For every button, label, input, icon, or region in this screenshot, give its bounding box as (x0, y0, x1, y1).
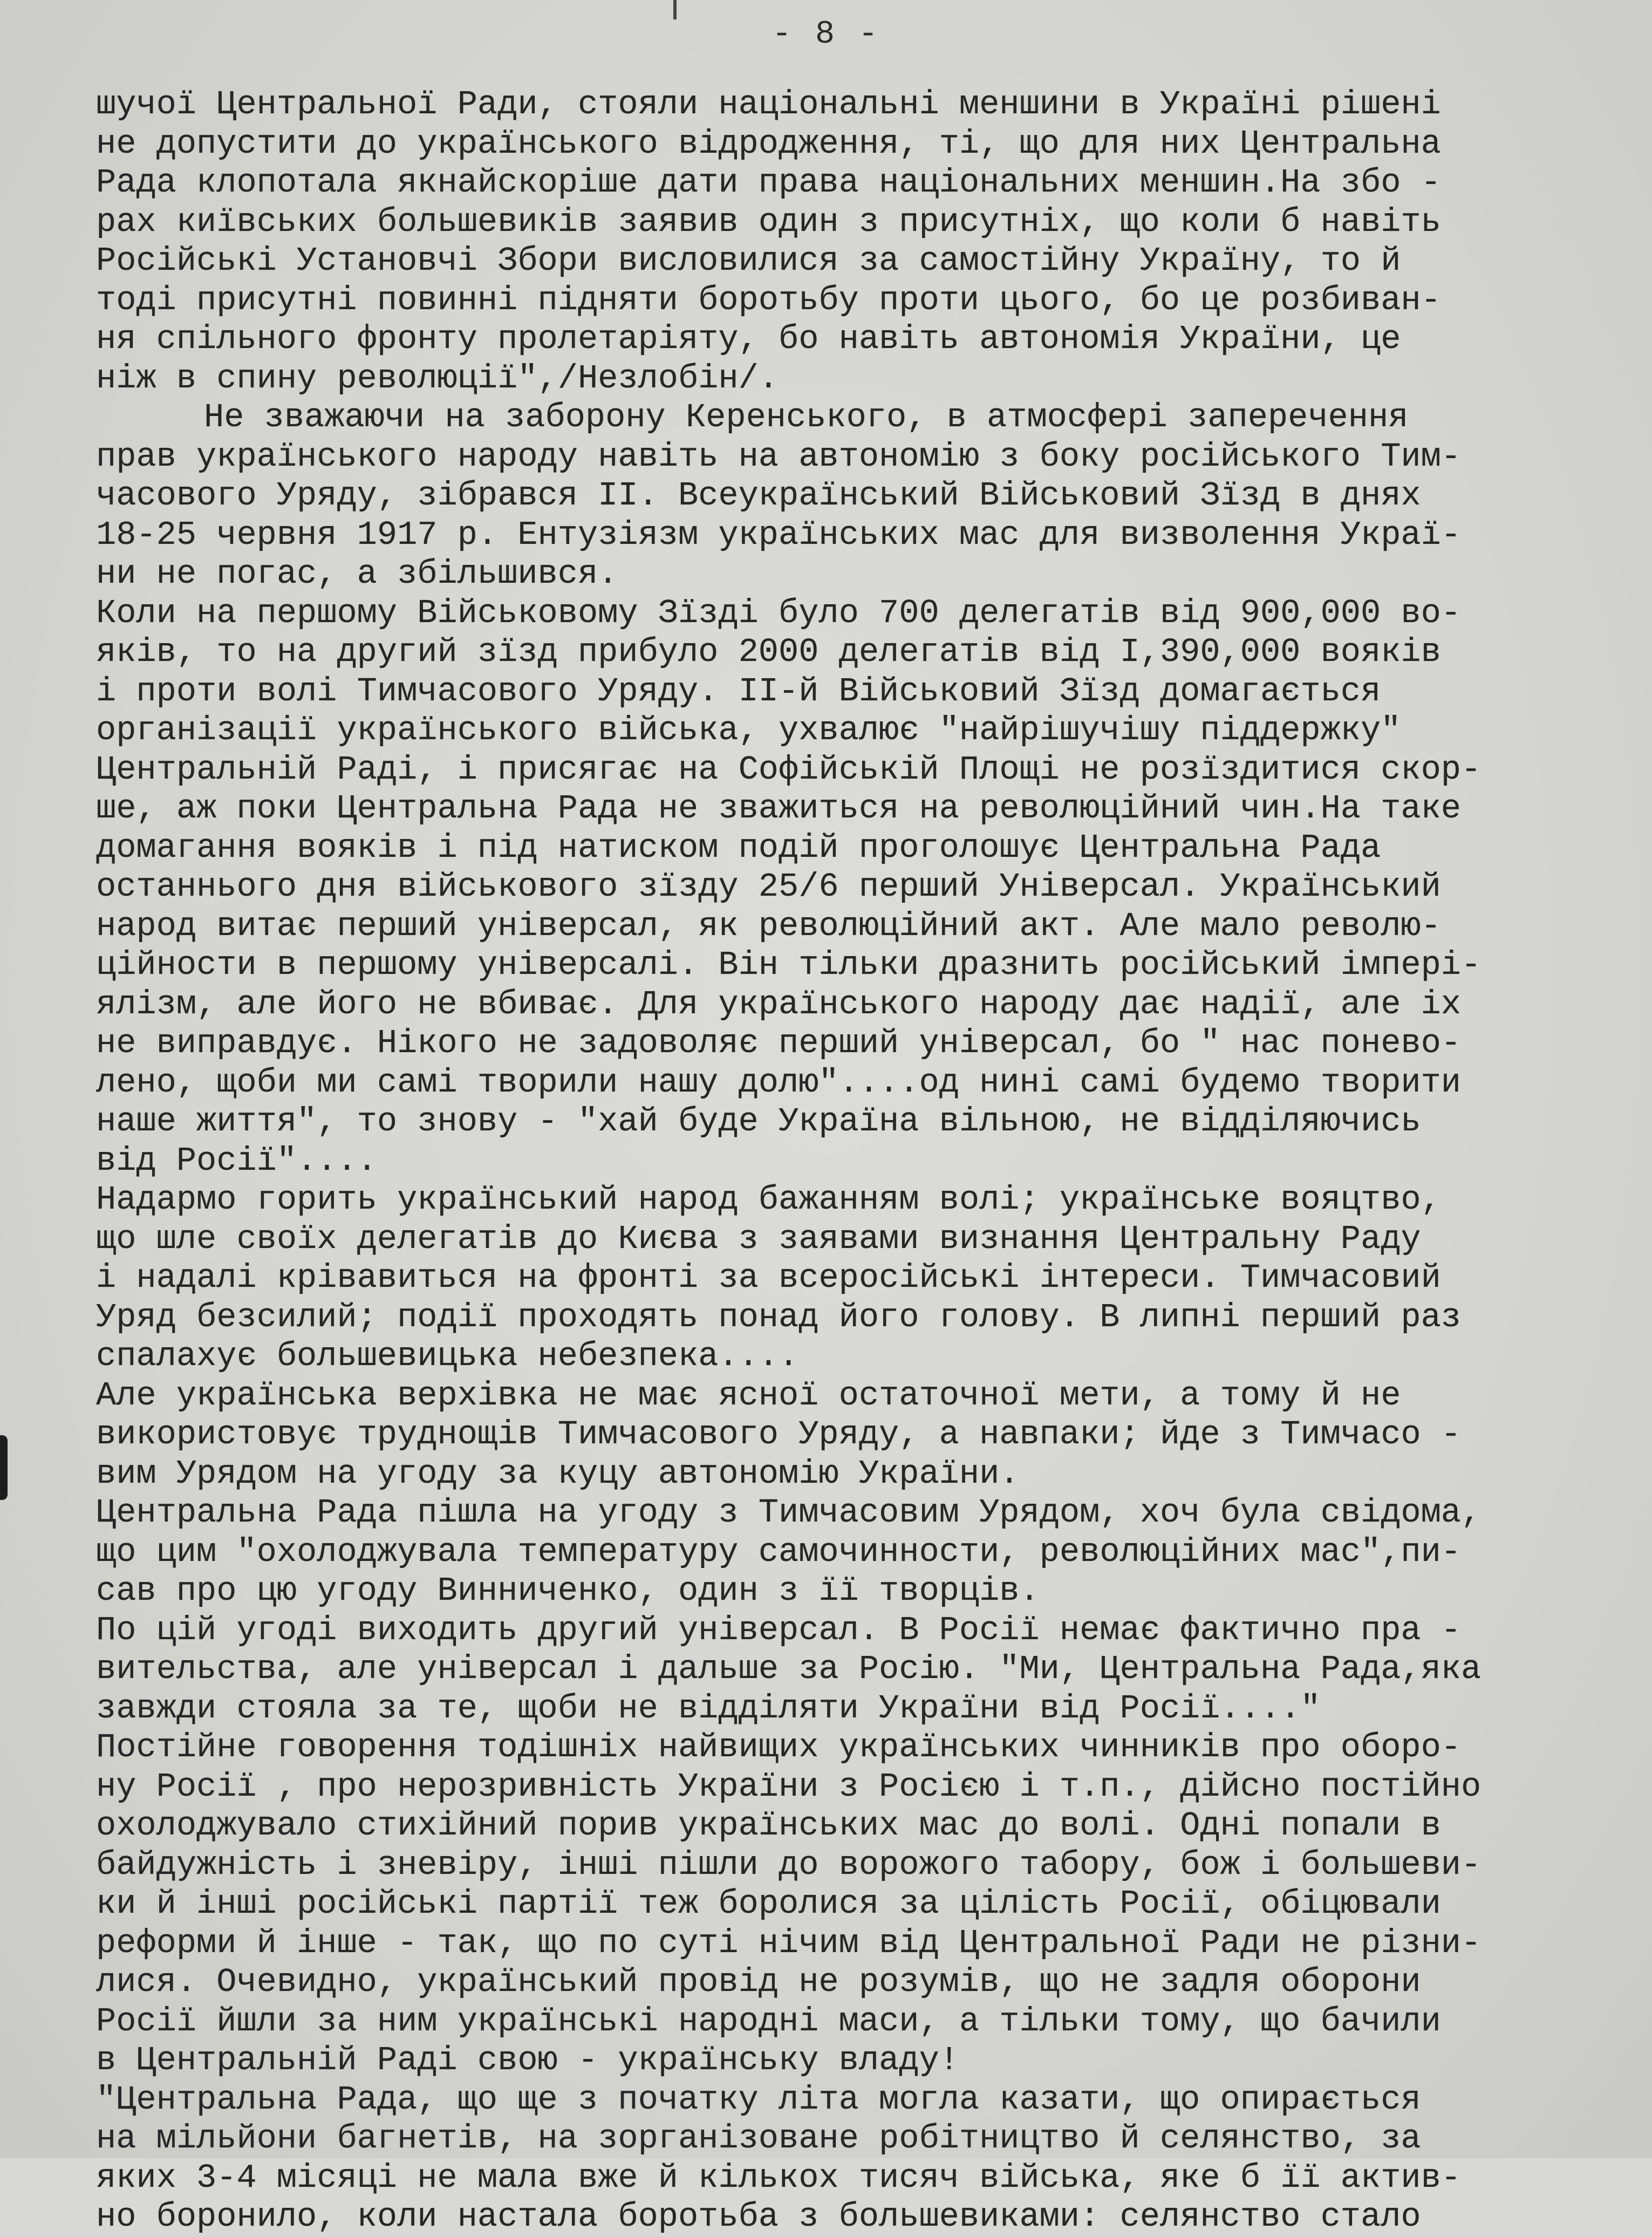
text-line: байдужність і зневіру, інші пішли до ворожого табору, бож і большеви- (96, 1845, 1482, 1884)
text-line: що цим "охолоджувала температуру самочинности, революційних мас",пи- (96, 1532, 1462, 1571)
text-line: завжди стояла за те, щоби не відділяти України від Росії...." (96, 1689, 1321, 1728)
text-line: Постійне говорення тодішніх найвищих українських чинників про оборо- (96, 1728, 1462, 1767)
text-line: на мільйони багнетів, на зорганізоване робітництво й селянство, за (96, 2119, 1421, 2158)
text-line: Центральній Раді, і присягає на Софійській Площі не розїздитися скор- (96, 750, 1482, 789)
text-line: Центральна Рада пішла на угоду з Тимчасовим Урядом, хоч була свідома, (96, 1493, 1482, 1532)
text-line: яких 3-4 місяці не мала вже й кількох тисяч війська, яке б її актив- (96, 2158, 1462, 2197)
text-line: По цій угоді виходить другий універсал. В Росії немає фактично пра - (96, 1611, 1462, 1649)
text-line: організації українського війська, ухвалює "найрішучішу піддержку" (96, 711, 1401, 749)
text-line: ня спільного фронту пролетаріяту, бо навіть автономія України, це (96, 320, 1401, 358)
text-line: рах київських большевиків заявив один з присутніх, що коли б навіть (96, 202, 1441, 241)
text-line: лися. Очевидно, український провід не розумів, що не задля оборони (96, 1963, 1421, 2001)
text-line: ки й інші російські партії теж боролися за цілість Росії, обіцювали (96, 1885, 1441, 1923)
text-line: "Центральна Рада, що ще з початку літа могла казати, що опирається (96, 2080, 1421, 2119)
text-line: но боронило, коли настала боротьба з большевиками: селянство стало (96, 2198, 1421, 2236)
text-line: останнього дня військового зїзду 25/6 перший Універсал. Український (96, 868, 1441, 906)
text-line: в Центральній Раді свою - українську владу! (96, 2041, 959, 2079)
text-line: вительства, але універсал і дальше за Росію. "Ми, Центральна Рада,яка (96, 1650, 1482, 1688)
text-line: спалахує большевицька небезпека.... (96, 1337, 799, 1375)
text-line: Коли на першому Військовому Зїзді було 700 делегатів від 900,000 во- (96, 594, 1462, 632)
text-line: що шле своїх делегатів до Києва з заявами визнання Центральну Раду (96, 1219, 1421, 1258)
text-line: яків, то на другий зїзд прибуло 2000 делегатів від I,390,000 вояків (96, 633, 1441, 671)
text-line: прав українського народу навіть на автономію з боку російського Тим- (96, 437, 1462, 476)
text-line: часового Уряду, зібрався II. Всеукраїнський Військовий Зїзд в днях (96, 476, 1421, 515)
text-line: ни не погас, а збільшився. (96, 555, 618, 593)
text-line: сав про цю угоду Винниченко, один з її творців. (96, 1572, 1040, 1610)
binding-hole-mark (0, 1435, 8, 1500)
text-line: народ витає перший універсал, як революційний акт. Але мало револю- (96, 906, 1441, 945)
text-line: Не зважаючи на заборону Керенського, в атмосфері заперечення (204, 398, 1409, 437)
text-line: ційности в першому універсалі. Він тільки дразнить російський імпері- (96, 946, 1482, 984)
text-line: Але українська верхівка не має ясної остаточної мети, а тому й не (96, 1376, 1401, 1415)
text-line: використовує труднощів Тимчасового Уряду, а навпаки; йде з Тимчасо - (96, 1415, 1462, 1454)
text-line: Надармо горить український народ бажанням волі; українське вояцтво, (96, 1181, 1441, 1219)
text-line: і проти волі Тимчасового Уряду. II-й Військовий Зїзд домагається (96, 672, 1381, 711)
text-line: охолоджувало стихійний порив українських мас до волі. Одні попали в (96, 1806, 1441, 1845)
text-line: домагання вояків і під натиском подій проголошує Центральна Рада (96, 828, 1381, 867)
page-number: - 8 - (772, 16, 880, 53)
text-line: ялізм, але його не вбиває. Для українського народу дає надії, але іх (96, 985, 1462, 1024)
text-line: ніж в спину революції",/Незлобін/. (96, 359, 779, 398)
text-line: наше життя", то знову - "хай буде Україна вільною, не відділяючись (96, 1102, 1421, 1141)
typewritten-text (96, 85, 1574, 2237)
text-line: і надалі крівавиться на фронті за всеросійські інтереси. Тимчасовий (96, 1259, 1441, 1297)
text-line: шучої Центральної Ради, стояли національні меншини в Україні рішені (96, 85, 1441, 124)
text-line: лено, щоби ми самі творили нашу долю"....од нині самі будемо творити (96, 1063, 1462, 1102)
text-line: реформи й інше - так, що по суті нічим від Центральної Ради не різни- (96, 1924, 1482, 1962)
text-line: від Росії".... (96, 1141, 377, 1180)
text-line: Уряд безсилий; події проходять понад його голову. В липні перший раз (96, 1298, 1462, 1336)
text-line: Росії йшли за ним українські народні маси, а тільки тому, що бачили (96, 2002, 1441, 2041)
text-line: вим Урядом на угоду за куцу автономію України. (96, 1454, 1020, 1493)
text-line: тоді присутні повинні підняти боротьбу проти цього, бо це розбиван- (96, 281, 1441, 319)
text-line: 18-25 червня 1917 р. Ентузіязм українських мас для визволення Украї- (96, 515, 1462, 554)
text-line: ну Росії , про нерозривність України з Росією і т.п., дійсно постійно (96, 1767, 1482, 1806)
text-line: не допустити до українського відродження, ті, що для них Центральна (96, 124, 1441, 163)
text-line: ше, аж поки Центральна Рада не зважиться на революційний чин.На таке (96, 789, 1462, 828)
text-line: Російські Установчі Збори висловилися за самостійну Україну, то й (96, 242, 1401, 280)
text-line: Рада клопотала якнайскоріше дати права національних меншин.На збо - (96, 163, 1441, 202)
text-line: не виправдує. Нікого не задоволяє перший універсал, бо " нас понево- (96, 1024, 1462, 1062)
